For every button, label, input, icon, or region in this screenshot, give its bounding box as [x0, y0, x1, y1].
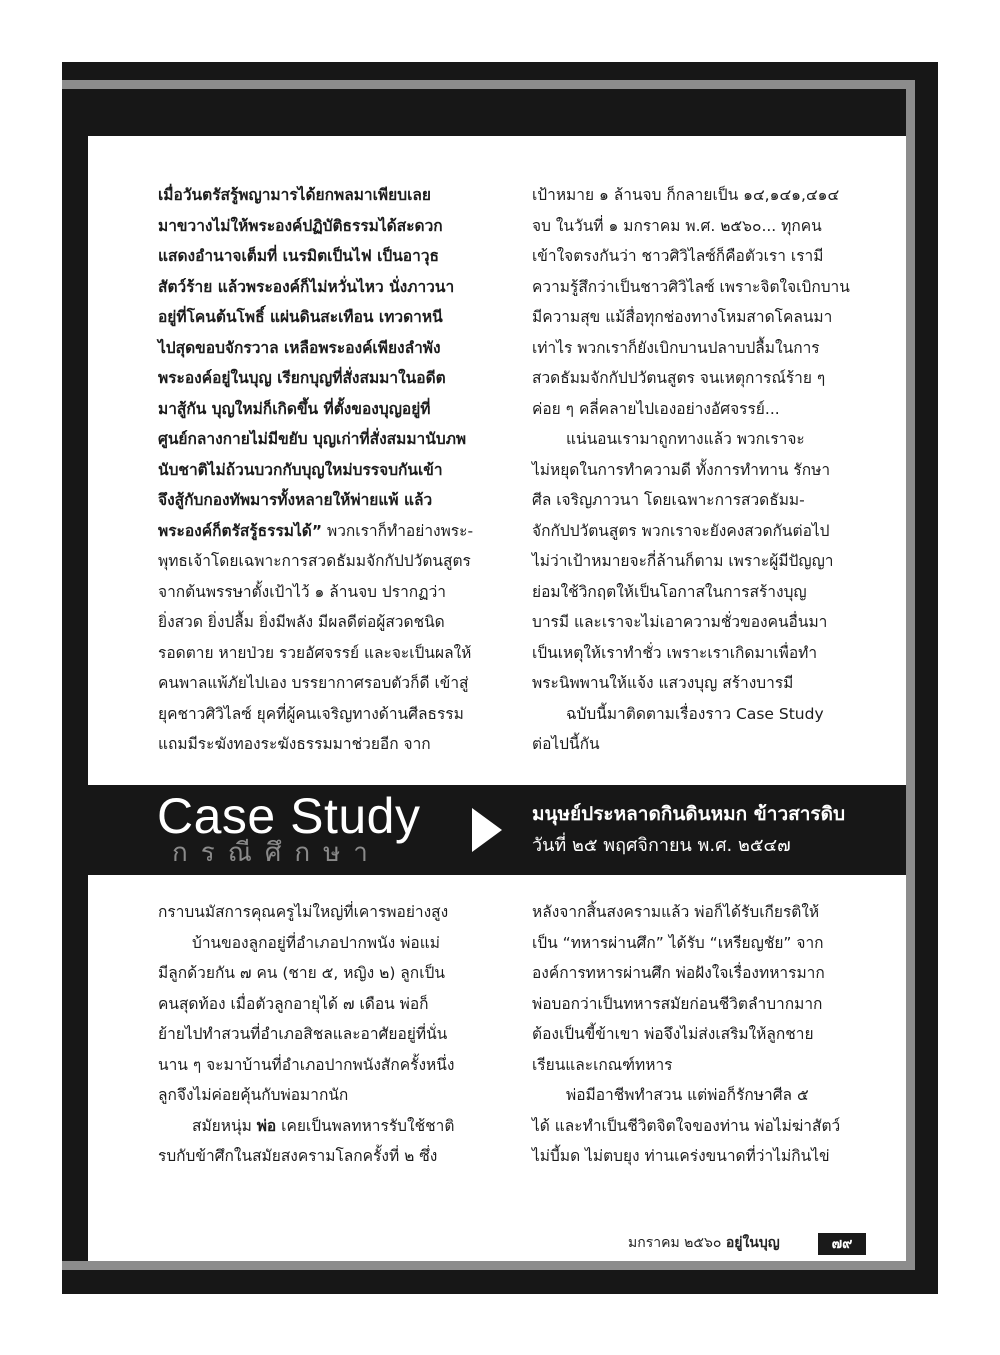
text-line: เป็น “ทหารผ่านศึก” ได้รับ “เหรียญชัย” จาก [532, 933, 824, 952]
quote-end: พระองค์ก็ตรัสรู้ธรรมได้” [158, 521, 323, 540]
text-line: ไม่หยุดในการทำความดี ทั้งการทำทาน รักษา [532, 460, 831, 479]
text-line: สัตว์ร้าย แล้วพระองค์ก็ไม่หวั่นไหว นั่งภาวนา [158, 277, 455, 296]
text-line: กราบนมัสการคุณครูไม่ใหญ่ที่เคารพอย่างสูง [158, 903, 449, 921]
text-line: จักกัปปวัตนสูตร พวกเราจะยังคงสวดกันต่อไป [532, 521, 830, 540]
text-line-mixed [158, 516, 503, 547]
frame-stripe-top [62, 80, 914, 89]
text-line: ย่อมใช้วิกฤตให้เป็นโอกาสในการสร้างบุญ [532, 582, 807, 601]
text-line: สวดธัมมจักกัปปวัตนสูตร จนเหตุการณ์ร้าย ๆ [532, 369, 826, 387]
case-date: วันที่ ๒๕ พฤศจิกายน พ.ศ. ๒๕๔๗ [532, 835, 791, 856]
frame-stripe-bottom [62, 1261, 915, 1270]
text-line: ไม่บี้มด ไม่ตบยุง ท่านเคร่งขนาดที่ว่าไม่กินไข่ [532, 1147, 830, 1165]
text-line: เท่าไร พวกเราก็ยังเบิกบานปลาบปลื้มในการ [532, 338, 820, 357]
text-line: รบกับข้าศึกในสมัยสงครามโลกครั้งที่ ๒ ซึ่ง [158, 1147, 438, 1165]
text-line: บารมี และเราจะไม่เอาความชั่วของคนอื่นมา [532, 613, 828, 631]
article-bottom-left-column [158, 897, 503, 1172]
article-top-left-column [158, 180, 503, 760]
paragraph-first-line: แน่นอนเรามาถูกทางแล้ว พวกเราจะ [566, 430, 805, 448]
case-headline: มนุษย์ประหลาดกินดินหมก ข้าวสารดิบ [532, 803, 845, 825]
paragraph-first-line: ฉบับนี้มาติดตามเรื่องราว Case Study [566, 704, 824, 723]
frame-stripe-right [906, 80, 915, 1270]
paragraph-first-line: บ้านของลูกอยู่ที่อำเภอปากพนัง พ่อแม่ [192, 933, 440, 952]
text-line: มาสู้กัน บุญใหม่ก็เกิดขึ้น ที่ตั้งของบุญอยู่ที่ [158, 399, 431, 418]
text-line: ยุคชาวศิวิไลซ์ ยุคที่ผู้คนเจริญทางด้านศีลธรรม [158, 704, 464, 723]
text-line: จบ ในวันที่ ๑ มกราคม พ.ศ. ๒๕๖๐... ทุกคน [532, 216, 822, 235]
text-line: เมื่อวันตรัสรู้พญามารได้ยกพลมาเพียบเลย [158, 186, 431, 204]
text-line: เรียนและเกณฑ์ทหาร [532, 1055, 673, 1074]
page-number-badge: ๗๙ [818, 1233, 866, 1255]
text-line: นาน ๆ จะมาบ้านที่อำเภอปากพนังสักครั้งหนึ่ง [158, 1055, 455, 1074]
case-study-title: Case Study [157, 788, 421, 844]
text-line: แสดงอำนาจเต็มที่ เนรมิตเป็นไฟ เป็นอาวุธ [158, 247, 439, 265]
text-line: มาขวางไม่ให้พระองค์ปฏิบัติธรรมได้สะดวก [158, 216, 443, 235]
article-top-right-column [532, 180, 877, 760]
text-line: พุทธเจ้าโดยเฉพาะการสวดธัมมจักกัปปวัตนสูตร [158, 552, 471, 570]
text-line: มีลูกด้วยกัน ๗ คน (ชาย ๕, หญิง ๒) ลูกเป็น [158, 964, 445, 982]
text-line: นับชาติไม่ถ้วนบวกกับบุญใหม่บรรจบกันเข้า [158, 460, 443, 479]
text-line: ลูกจึงไม่ค่อยคุ้นกับพ่อมากนัก [158, 1086, 349, 1104]
article-bottom-right-column [532, 897, 877, 1172]
text-line: ยิ่งสวด ยิ่งปลื้ม ยิ่งมีพลัง มีผลดีต่อผู้สวดชนิด [158, 613, 445, 631]
text-line: ความรู้สึกว่าเป็นชาวศิวิไลซ์ เพราะจิตใจเบิกบาน [532, 277, 850, 296]
text-line: เข้าใจตรงกันว่า ชาวศิวิไลซ์ก็คือตัวเรา เรามี [532, 247, 824, 265]
text-line: แถมมีระฆังทองระฆังธรรมมาช่วยอีก จาก [158, 735, 431, 753]
text-emphasis: พ่อ [256, 1116, 277, 1135]
text-line: คนพาลแพ้ภัยไปเอง บรรยากาศรอบตัวก็ดี เข้าสู่ [158, 674, 469, 692]
paragraph-first-line [158, 1111, 503, 1142]
text-fragment: สมัยหนุ่ม [192, 1116, 257, 1135]
text-line: จึงสู้กับกองทัพมารทั้งหลายให้พ่ายแพ้ แล้ว [158, 491, 433, 509]
play-arrow-icon [472, 808, 502, 852]
footer-issue: มกราคม ๒๕๖๐ [628, 1235, 722, 1251]
text-line: หลังจากสิ้นสงครามแล้ว พ่อก็ได้รับเกียรติให้ [532, 903, 820, 921]
text-line: ศูนย์กลางกายไม่มีขยับ บุญเก่าที่สั่งสมมานับภพ [158, 430, 467, 448]
text-line: ต้องเป็นขี้ข้าเขา พ่อจึงไม่ส่งเสริมให้ลูกชาย [532, 1025, 814, 1043]
text-line: พ่อบอกว่าเป็นทหารสมัยก่อนชีวิตลำบากมาก [532, 994, 823, 1013]
text-line: ต่อไปนี้กัน [532, 735, 600, 753]
text-line: พระนิพพานให้แจ้ง แสวงบุญ สร้างบารมี [532, 674, 794, 692]
text-line: พระองค์อยู่ในบุญ เรียกบุญที่สั่งสมมาในอดีต [158, 369, 446, 387]
footer-magazine: อยู่ในบุญ [725, 1235, 780, 1251]
text-line: องค์การทหารผ่านศึก พ่อฝังใจเรื่องทหารมาก [532, 964, 825, 982]
quote-continuation: พวกเราก็ทำอย่างพระ- [322, 521, 474, 540]
text-line: ค่อย ๆ คลี่คลายไปเองอย่างอัศจรรย์... [532, 399, 780, 418]
text-line: จากต้นพรรษาตั้งเป้าไว้ ๑ ล้านจบ ปรากฏว่า [158, 582, 446, 601]
text-fragment: เคยเป็นพลทหารรับใช้ชาติ [276, 1116, 455, 1135]
text-line: เป็นเหตุให้เราทำชั่ว เพราะเราเกิดมาเพื่อทำ [532, 643, 818, 662]
footer-issue-line [628, 1233, 780, 1253]
text-line: รอดตาย หายป่วย รวยอัศจรรย์ และจะเป็นผลให้ [158, 643, 472, 662]
text-line: ย้ายไปทำสวนที่อำเภอสิชลและอาศัยอยู่ที่นั่น [158, 1025, 448, 1043]
text-line: ไปสุดขอบจักรวาล เหลือพระองค์เพียงลำพัง [158, 338, 441, 357]
text-line: เป้าหมาย ๑ ล้านจบ ก็กลายเป็น ๑๔,๑๔๑,๔๑๔ [532, 186, 840, 204]
text-line: ศีล เจริญภาวนา โดยเฉพาะการสวดธัมม- [532, 491, 805, 509]
paragraph-first-line: พ่อมีอาชีพทำสวน แต่พ่อก็รักษาศีล ๕ [566, 1086, 809, 1104]
case-study-subtitle: กรณีศึกษา [172, 838, 381, 868]
text-line: อยู่ที่โคนต้นโพธิ์ แผ่นดินสะเทือน เทวดาหนี [158, 308, 443, 326]
text-line: ไม่ว่าเป้าหมายจะกี่ล้านก็ตาม เพราะผู้มีปัญญา [532, 552, 834, 570]
text-line: ได้ และทำเป็นชีวิตจิตใจของท่าน พ่อไม่ฆ่าสัตว์ [532, 1116, 841, 1135]
text-line: คนสุดท้อง เมื่อตัวลูกอายุได้ ๗ เดือน พ่อก็ [158, 994, 429, 1013]
text-line: มีความสุข แม้สื่อทุกช่องทางโหมสาดโคลนมา [532, 308, 833, 326]
